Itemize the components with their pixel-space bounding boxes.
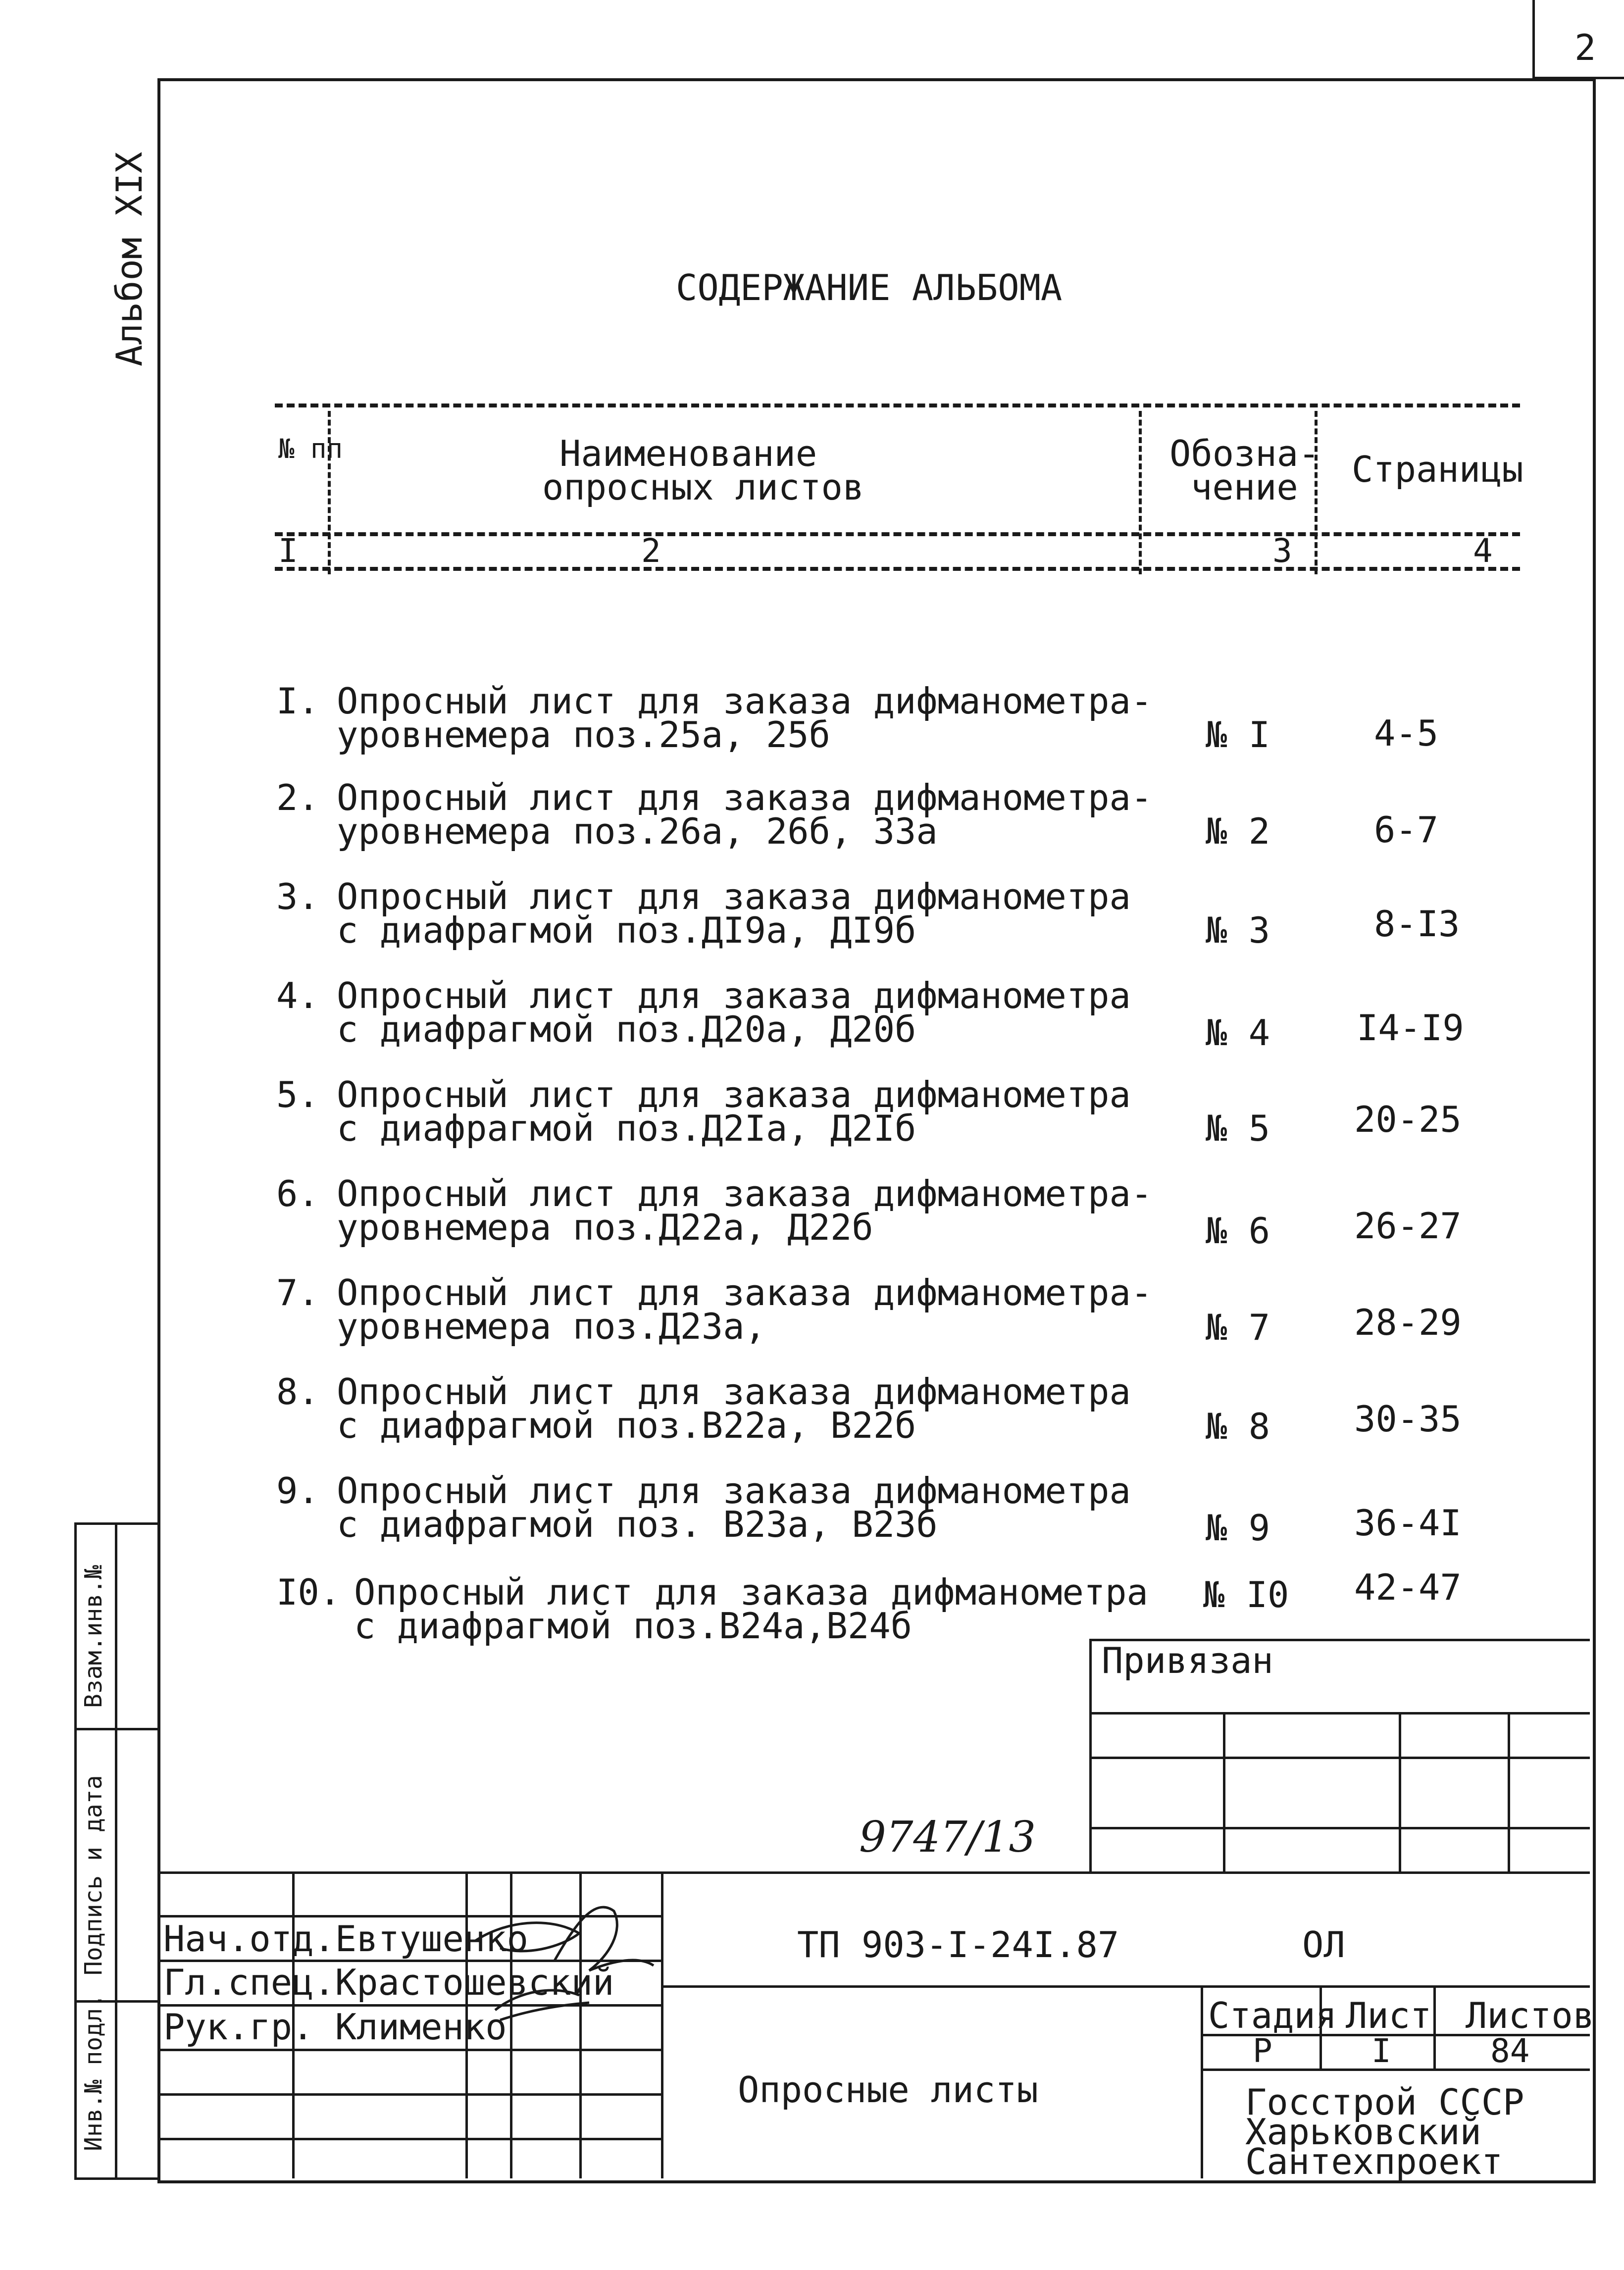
signer-2: Гл.спец.Крастошевский — [163, 1962, 614, 2003]
item-pages: 42-47 — [1354, 1566, 1462, 1608]
item-code: № I0 — [1203, 1574, 1289, 1615]
page-number: 2 — [1574, 27, 1596, 68]
stamp-right-divider — [1201, 1985, 1203, 2178]
privyazan-col1 — [1223, 1712, 1225, 1871]
item-code: № 7 — [1206, 1307, 1270, 1348]
sheets-value: 84 — [1490, 2032, 1530, 2070]
item-title-line2: уровнемера поз.Д22а, Д22б — [337, 1207, 873, 1248]
header-col2-line2: опросных листов — [542, 466, 864, 508]
item-number: 6. — [276, 1173, 319, 1214]
item-number: 4. — [276, 975, 319, 1016]
item-title-line1: Опросный лист для заказа дифманометра — [354, 1571, 1148, 1613]
privyazan-row2 — [1089, 1757, 1590, 1759]
item-title-line1: Опросный лист для заказа дифманометра- — [337, 680, 1153, 722]
item-title-line1: Опросный лист для заказа дифманометра — [337, 1371, 1131, 1412]
item-code: № 4 — [1206, 1012, 1270, 1054]
org-line2: Харьковский — [1245, 2111, 1481, 2153]
page-number-box-left — [1532, 0, 1535, 79]
album-side-label: Альбом XIX — [108, 151, 150, 366]
header-mid-rule — [275, 532, 1520, 536]
header-divider-2 — [1139, 411, 1142, 574]
item-code: № 2 — [1206, 810, 1270, 852]
privyazan-row3 — [1089, 1827, 1590, 1829]
page-title: СОДЕРЖАНИЕ АЛЬБОМА — [676, 267, 1063, 308]
header-col3-line1: Обозна- — [1169, 433, 1320, 474]
item-code: № 6 — [1206, 1210, 1270, 1252]
item-number: 9. — [276, 1470, 319, 1512]
item-title-line2: уровнемера поз.Д23а, — [337, 1306, 766, 1347]
item-pages: 36-4I — [1354, 1502, 1462, 1544]
doc-code: ТП 903-I-24I.87 — [797, 1924, 1119, 1966]
stamp-row6 — [157, 2138, 661, 2140]
item-title-line2: уровнемера поз.25а, 25б — [337, 714, 830, 756]
org-line3: Сантехпроект — [1245, 2141, 1503, 2182]
item-pages: 20-25 — [1354, 1099, 1462, 1140]
strip-outer-line — [74, 1522, 77, 2177]
header-num1: I — [278, 532, 298, 570]
privyazan-label: Привязан — [1102, 1640, 1273, 1681]
header-top-rule — [275, 404, 1520, 407]
doc-name: Опросные листы — [738, 2069, 1038, 2111]
privyazan-col2 — [1399, 1712, 1401, 1871]
org-line1: Госстрой СССР — [1245, 2081, 1524, 2123]
stage-label: Стадия — [1208, 1995, 1337, 2036]
item-title-line1: Опросный лист для заказа дифманометра- — [337, 777, 1153, 818]
stage-col2 — [1433, 1985, 1436, 2068]
header-col1: № пп — [278, 433, 343, 464]
stage-value: Р — [1253, 2032, 1272, 2070]
item-title-line1: Опросный лист для заказа дифманометра — [337, 876, 1131, 917]
item-code: № I — [1206, 714, 1270, 756]
stamp-mid-line — [661, 1985, 1590, 1988]
item-title-line1: Опросный лист для заказа дифманометра — [337, 1074, 1131, 1115]
item-title-line1: Опросный лист для заказа дифманометра- — [337, 1173, 1153, 1214]
sheet-label: Лист — [1346, 1995, 1432, 2036]
header-col3-line2: чение — [1191, 466, 1298, 508]
item-pages: 30-35 — [1354, 1398, 1462, 1440]
item-code: № 8 — [1206, 1406, 1270, 1447]
item-pages: 6-7 — [1374, 809, 1439, 851]
handwritten-number: 9747/13 — [859, 1813, 1036, 1862]
sheet-value: I — [1371, 2032, 1391, 2070]
doc-mark: ОЛ — [1302, 1924, 1345, 1966]
item-title-line1: Опросный лист для заказа дифманометра — [337, 1470, 1131, 1512]
item-title-line2: с диафрагмой поз.В22а, В22б — [337, 1405, 916, 1446]
stamp-row5 — [157, 2093, 661, 2096]
item-number: I. — [276, 680, 319, 722]
header-col2-line1: Наименование — [559, 433, 817, 474]
item-number: 8. — [276, 1371, 319, 1412]
strip-sep-1 — [74, 1728, 157, 1730]
header-num3: 3 — [1272, 532, 1292, 570]
item-title-line1: Опросный лист для заказа дифманометра — [337, 975, 1131, 1016]
item-title-line2: с диафрагмой поз. В23а, В23б — [337, 1504, 938, 1545]
stamp-row4 — [157, 2049, 661, 2051]
item-pages: 8-I3 — [1374, 903, 1460, 945]
item-code: № 9 — [1206, 1507, 1270, 1549]
item-title-line2: с диафрагмой поз.В24а,В24б — [354, 1605, 913, 1647]
vzam-inv-label: Взам.инв.№ — [80, 1565, 107, 1708]
header-col4: Страницы — [1352, 449, 1523, 490]
item-number: 2. — [276, 777, 319, 818]
header-num4: 4 — [1473, 532, 1493, 570]
header-num2: 2 — [641, 532, 661, 570]
signer-1: Нач.отд.Евтушенко — [163, 1918, 528, 1960]
item-title-line2: уровнемера поз.26а, 26б, 33а — [337, 810, 938, 852]
strip-top — [74, 1522, 157, 1525]
item-pages: 26-27 — [1354, 1205, 1462, 1247]
item-title-line1: Опросный лист для заказа дифманометра- — [337, 1272, 1153, 1313]
item-pages: I4-I9 — [1357, 1007, 1464, 1049]
item-pages: 4-5 — [1374, 712, 1439, 754]
privyazan-row1 — [1089, 1712, 1590, 1715]
item-code: № 3 — [1206, 909, 1270, 951]
item-number: 3. — [276, 876, 319, 917]
header-bottom-rule — [275, 567, 1520, 571]
strip-inner-line — [115, 1522, 117, 2177]
item-number: I0. — [276, 1571, 341, 1613]
item-title-line2: с диафрагмой поз.Д2Iа, Д2Iб — [337, 1108, 916, 1149]
stamp-top-line — [157, 1871, 1590, 1874]
item-title-line2: с диафрагмой поз.ДI9а, ДI9б — [337, 909, 916, 951]
item-title-line2: с диафрагмой поз.Д20а, Д20б — [337, 1009, 916, 1050]
item-number: 5. — [276, 1074, 319, 1115]
sheets-label: Листов — [1466, 1995, 1595, 2036]
signature-marks — [465, 1886, 673, 2045]
inv-podl-label: Инв.№ подл. — [80, 1994, 107, 2151]
signer-3: Рук.гр. Клименко — [163, 2006, 507, 2048]
privyazan-left — [1089, 1639, 1092, 1871]
item-number: 7. — [276, 1272, 319, 1313]
item-pages: 28-29 — [1354, 1302, 1462, 1343]
strip-bottom — [74, 2177, 157, 2180]
privyazan-col3 — [1508, 1712, 1510, 1871]
podpis-data-label: Подпись и дата — [80, 1775, 107, 1975]
item-code: № 5 — [1206, 1108, 1270, 1149]
